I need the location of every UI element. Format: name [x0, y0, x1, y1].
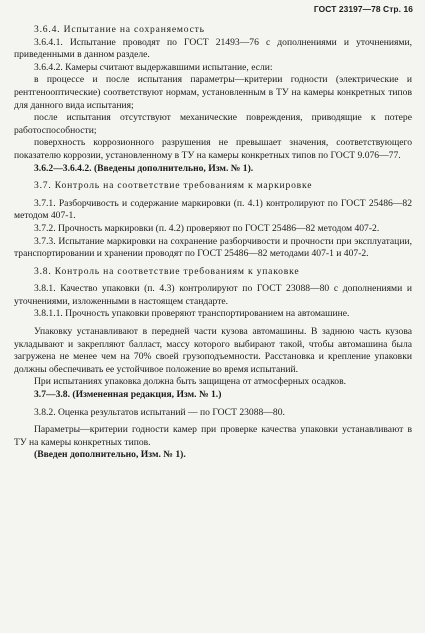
paragraph: после испытания отсутствуют механические повреждения, приводящие к потере работоспособности;	[14, 112, 412, 136]
paragraph: в процессе и после испытания параметры—критерии годности (электрические и рентгенооптические) соответствуют нормам, установленным в ТУ на камеры конкретных типов для данного вида испытания;	[14, 74, 412, 111]
paragraph: Упаковку устанавливают в передней части кузова автомашины. В заднюю часть кузова укладывают и закрепляют балласт, массу которого выбирают такой, чтобы автомашина была загружена не менее чем на 70% своей грузоподъемности. Расстановка и крепление упаковки должны обеспечивать ее устойчивое положение во время испытаний.	[14, 326, 412, 375]
section-heading-3-8: 3.8. Контроль на соответствие требованиям к упаковке	[34, 265, 300, 277]
paragraph: 3.7.1. Разборчивость и содержание маркировки (п. 4.1) контролируют по ГОСТ 25486—82 методом 407-1.	[14, 197, 412, 222]
paragraph: 3.8.2. Оценка результатов испытаний — по ГОСТ 23088—80.	[34, 406, 285, 418]
paragraph: 3.6.4.1. Испытание проводят по ГОСТ 21493—76 с дополнениями и уточнениями, приведенными в данном разделе.	[14, 36, 412, 61]
paragraph: 3.7.2. Прочность маркировки (п. 4.2) проверяют по ГОСТ 25486—82 методом 407-2.	[34, 222, 380, 234]
amendment-note: (Введен дополнительно, Изм. № 1).	[34, 449, 186, 461]
paragraph: 3.8.1. Качество упаковки (п. 4.3) контролируют по ГОСТ 23088—80 с дополнениями и уточнениями, изложенными в настоящем стандарте.	[14, 283, 412, 307]
amendment-note: 3.7—3.8. (Измененная редакция, Изм. № 1.)	[34, 389, 222, 401]
section-heading-3-7: 3.7. Контроль на соответствие требованиям к маркировке	[34, 180, 313, 192]
paragraph: Параметры—критерии годности камер при проверке качества упаковки устанавливают в ТУ на камеры конкретных типов.	[14, 424, 412, 448]
paragraph: 3.8.1.1. Прочность упаковки проверяют транспортированием на автомашине.	[34, 308, 350, 320]
paragraph: 3.6.4.2. Камеры считают выдержавшими испытание, если:	[34, 61, 273, 73]
document-body	[14, 24, 412, 462]
paragraph: поверхность коррозионного разрушения не превышает значения, соответствующего показателю коррозии, установленному в ТУ на камеры конкретных типов по ГОСТ 9.076—77.	[14, 137, 412, 161]
paragraph: При испытаниях упаковка должна быть защищена от атмосферных осадков.	[34, 376, 347, 388]
section-heading-3-6-4: 3.6.4. Испытание на сохраняемость	[34, 24, 205, 35]
amendment-note: 3.6.2—3.6.4.2. (Введены дополнительно, Изм. № 1).	[34, 162, 254, 174]
page-header: ГОСТ 23197—78 Стр. 16	[313, 4, 413, 14]
paragraph: 3.7.3. Испытание маркировки на сохранение разборчивости и прочности при эксплуатации, транспортировании и хранении проводят по ГОСТ 25486—82 методами 407-1 и 407-2.	[14, 235, 412, 260]
